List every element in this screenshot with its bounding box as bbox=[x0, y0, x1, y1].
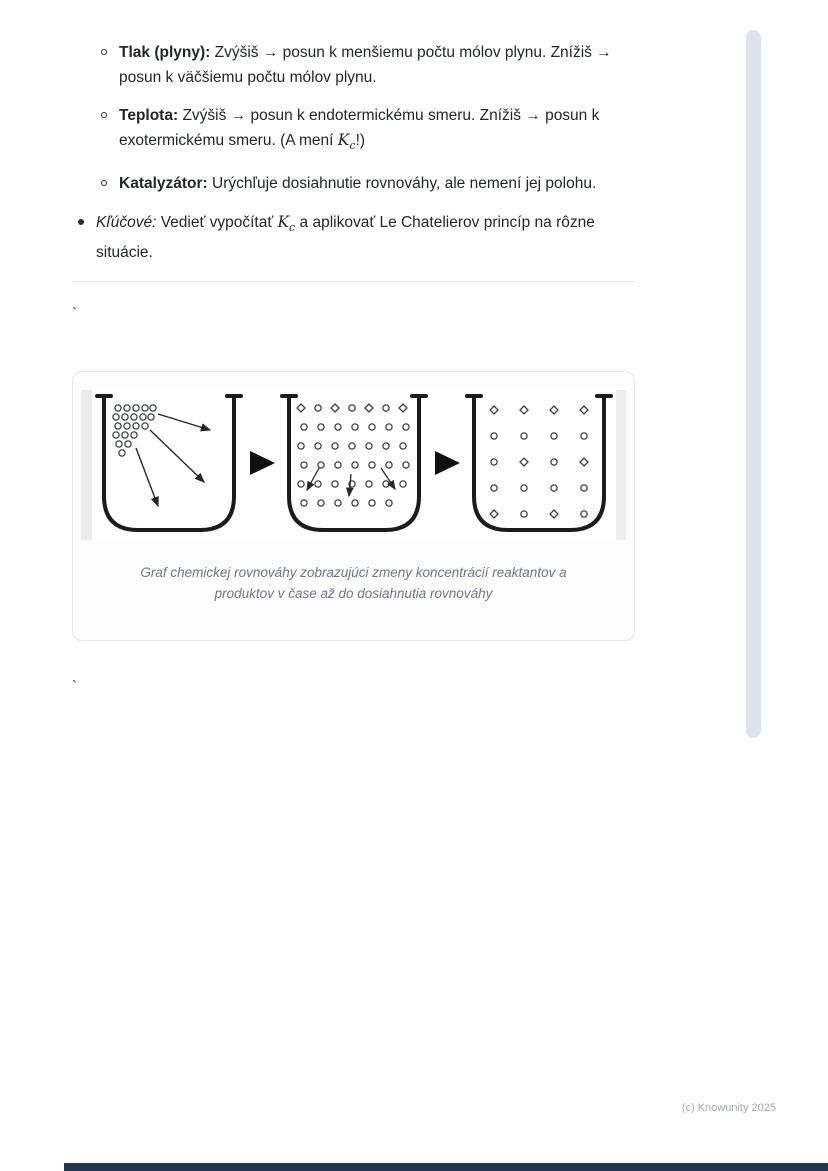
item-body: Urýchľuje dosiahnutie rovnováhy, ale nemení jej polohu. bbox=[212, 175, 597, 193]
scrollbar[interactable] bbox=[746, 30, 761, 738]
list-item-tlak bbox=[101, 40, 635, 90]
beaker-2-particles bbox=[297, 404, 409, 506]
item-body-end: !) bbox=[355, 132, 366, 149]
circle-bullet-icon bbox=[101, 49, 107, 55]
item-label: Tlak (plyny): bbox=[119, 44, 211, 61]
list-item-text bbox=[96, 210, 634, 265]
circle-bullet-icon bbox=[101, 112, 107, 118]
page-bottom-bar bbox=[64, 1163, 828, 1171]
divider bbox=[72, 281, 635, 282]
item-body-end: a aplikovať Le Chatelierov princíp na rôzne situácie. bbox=[96, 214, 595, 262]
stray-backtick-1: ` bbox=[72, 306, 78, 324]
list-item-katalyzator bbox=[101, 171, 635, 196]
item-body: Zvýšiš → posun k endotermickému smeru. Znížiš → posun k exotermickému smeru. (A mení bbox=[119, 107, 600, 149]
disc-bullet-icon bbox=[78, 219, 84, 225]
list-item-text bbox=[119, 103, 634, 158]
beaker-1 bbox=[97, 396, 241, 530]
item-body: Zvýšiš → posun k menšiemu počtu mólov plynu. Znížiš → posun k väčšiemu počtu mólov plynu. bbox=[119, 44, 612, 86]
beaker-2 bbox=[282, 396, 426, 530]
circle-bullet-icon bbox=[101, 180, 107, 186]
item-label: Kľúčové: bbox=[96, 214, 157, 232]
figure-caption: Graf chemickej rovnováhy zobrazujúci zmeny koncentrácií reaktantov a produktov v čase až do dosiahnutia rovnováhy bbox=[140, 565, 567, 602]
copyright-notice: (c) Knowunity 2025 bbox=[681, 1102, 776, 1114]
list-item-text bbox=[119, 171, 634, 196]
document-content bbox=[72, 40, 635, 700]
item-label: Katalyzátor: bbox=[119, 175, 208, 193]
kc-symbol: $K_c$ bbox=[277, 213, 296, 235]
list-item-klucove bbox=[78, 210, 635, 265]
list-item-teplota bbox=[101, 103, 635, 158]
stray-backtick-2: ` bbox=[72, 679, 78, 697]
figure-card bbox=[72, 371, 635, 641]
kc-symbol: $K_c$ bbox=[337, 131, 356, 153]
beaker-3-particles bbox=[490, 406, 588, 518]
figure-image-band bbox=[81, 390, 626, 540]
list-item-text bbox=[119, 40, 634, 90]
item-label: Teplota: bbox=[119, 107, 179, 124]
item-body: Vedieť vypočítať bbox=[160, 214, 274, 232]
beaker-3 bbox=[467, 396, 611, 530]
right-arrow-icon bbox=[435, 451, 460, 475]
figure-image bbox=[92, 390, 616, 540]
equilibrium-beakers-diagram bbox=[94, 390, 614, 540]
right-arrow-icon bbox=[250, 451, 275, 475]
